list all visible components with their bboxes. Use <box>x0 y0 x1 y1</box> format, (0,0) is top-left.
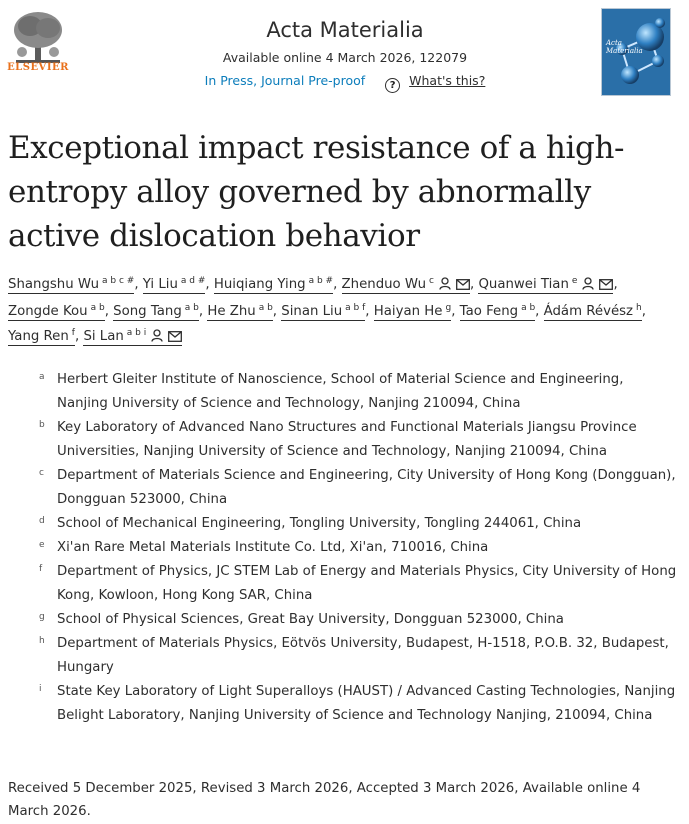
person-icon[interactable] <box>439 274 451 299</box>
author-link[interactable] <box>460 304 536 321</box>
author-affiliation-marks: a b f <box>345 303 366 313</box>
author-affiliation-marks: a b <box>184 303 199 313</box>
affiliation-item <box>37 608 677 632</box>
article-dates: Received 5 December 2025, Revised 3 March 2026, Accepted 3 March 2026, Available online 4 March 2026. <box>8 781 641 819</box>
author-affiliation-marks: a b <box>90 303 105 313</box>
author-name: Huiqiang Ying <box>213 277 306 292</box>
affiliation-text: Herbert Gleiter Institute of Nanoscience, School of Material Science and Engineering, Nanjing University of Science and Technology, Nanjing 210094, China <box>57 372 624 411</box>
affiliation-item <box>37 512 677 536</box>
affiliation-text: Department of Materials Physics, Eötvös University, Budapest, H-1518, P.O.B. 32, Budapest, Hungary <box>57 636 669 675</box>
article-header <box>0 0 689 110</box>
author-affiliation-marks: a d # <box>180 276 206 286</box>
affiliation-text: School of Physical Sciences, Great Bay University, Dongguan 523000, China <box>57 612 564 627</box>
affiliation-item <box>37 416 677 464</box>
affiliation-item <box>37 464 677 512</box>
affiliation-item <box>37 680 677 728</box>
mail-icon[interactable] <box>599 274 613 299</box>
affiliation-label: e <box>39 540 45 550</box>
status-link[interactable]: In Press, Journal Pre-proof <box>204 73 366 88</box>
affiliation-item <box>37 560 677 608</box>
journal-title[interactable]: Acta Materialia <box>266 18 424 42</box>
author-affiliation-marks: a b <box>258 303 273 313</box>
author-link[interactable] <box>8 277 134 294</box>
author-list: Shangshu Wu $^{a b c \#}$, Yi Liu $^{a d \#}$, Huiqiang Ying $^{a b \#}$, Zhenduo Wu $^c$ , Quanwei Tian $^e$ , Zongde Kou $^{a b}$, Song Tang $^{a b}$, He Zhu $^{a b}$, Sinan Liu $^{a b f}$, Haiyan He $^g$, Tao Feng $^{a b}$, Ádám Révész $^h$, Yang Ren $^f$, Si Lan $^{a b i}$ <box>8 272 680 351</box>
author-name: Yang Ren <box>8 329 69 344</box>
author-link[interactable] <box>83 329 182 346</box>
author-affiliation-marks: a b <box>521 303 536 313</box>
author-name: Haiyan He <box>373 304 443 319</box>
author-name: He Zhu <box>207 304 256 319</box>
author-affiliation-marks: a b c # <box>102 276 135 286</box>
author-affiliation-marks: f <box>71 328 75 338</box>
journal-info <box>130 18 560 93</box>
author-name: Tao Feng <box>459 304 519 319</box>
cover-title: Acta Materialia <box>606 39 643 55</box>
author-link[interactable] <box>281 304 365 321</box>
author-name: Si Lan <box>83 329 124 344</box>
affiliation-label: d <box>39 516 45 526</box>
publisher-name: ELSEVIER <box>7 62 69 73</box>
author-link[interactable] <box>143 277 206 294</box>
author-affiliation-marks: a b # <box>308 276 334 286</box>
author-affiliation-marks: g <box>445 303 452 313</box>
author-name: Song Tang <box>113 304 182 319</box>
author-affiliation-marks: a b i <box>126 328 147 338</box>
affiliations-list <box>37 368 677 728</box>
affiliation-label: g <box>39 612 45 622</box>
author-link[interactable] <box>214 277 333 294</box>
person-icon[interactable] <box>582 274 594 299</box>
author-name: Shangshu Wu <box>8 277 99 292</box>
author-name: Zongde Kou <box>8 304 88 319</box>
affiliation-item <box>37 632 677 680</box>
affiliation-text: Key Laboratory of Advanced Nano Structures and Functional Materials Jiangsu Province Universities, Nanjing University of Science and Technology, Nanjing 210094, China <box>57 420 637 459</box>
article-title: Exceptional impact resistance of a high-entropy alloy governed by abnormally active dislocation behavior <box>8 130 625 254</box>
author-link[interactable] <box>374 304 451 321</box>
author-name: Yi Liu <box>142 277 178 292</box>
author-link[interactable] <box>544 304 642 321</box>
affiliation-item <box>37 536 677 560</box>
author-name: Sinan Liu <box>281 304 343 319</box>
available-online: Available online 4 March 2026, 122079 <box>222 50 468 65</box>
affiliation-label: i <box>39 684 42 694</box>
author-link[interactable] <box>113 304 199 321</box>
affiliation-label: c <box>39 468 44 478</box>
status-line <box>130 73 560 93</box>
mail-icon[interactable] <box>168 326 182 351</box>
author-name: Ádám Révész <box>543 304 634 319</box>
author-link[interactable] <box>342 277 470 294</box>
whats-this-link[interactable]: What's this? <box>409 73 486 88</box>
affiliation-label: b <box>39 420 45 430</box>
person-icon[interactable] <box>151 326 163 351</box>
affiliation-item <box>37 368 677 416</box>
affiliation-text: Department of Physics, JC STEM Lab of Energy and Materials Physics, City University of Hong Kong, Kowloon, Hong Kong SAR, China <box>57 564 677 603</box>
question-circle-icon[interactable]: ? <box>385 78 400 93</box>
author-link[interactable] <box>207 304 272 321</box>
affiliation-text: Department of Materials Science and Engineering, City University of Hong Kong (Dongguan), Dongguan 523000, China <box>57 468 676 507</box>
affiliation-text: School of Mechanical Engineering, Tongling University, Tongling 244061, China <box>57 516 582 531</box>
author-affiliation-marks: e <box>571 276 578 286</box>
author-link[interactable] <box>8 329 75 346</box>
author-affiliation-marks: c <box>429 276 434 286</box>
journal-cover[interactable] <box>601 8 671 96</box>
affiliation-text: State Key Laboratory of Light Superalloys (HAUST) / Advanced Casting Technologies, Nanjing Belight Laboratory, Nanjing University of Science and Technology Nanjing, 210094, China <box>57 684 676 723</box>
author-name: Zhenduo Wu <box>341 277 427 292</box>
author-link[interactable] <box>8 304 105 321</box>
author-affiliation-marks: h <box>636 303 642 313</box>
affiliation-label: f <box>39 564 43 574</box>
author-link[interactable] <box>478 277 613 294</box>
affiliation-text: Xi'an Rare Metal Materials Institute Co. Ltd, Xi'an, 710016, China <box>57 540 489 555</box>
author-name: Quanwei Tian <box>478 277 569 292</box>
affiliation-label: a <box>39 372 45 382</box>
mail-icon[interactable] <box>456 274 470 299</box>
affiliation-label: h <box>39 636 45 646</box>
